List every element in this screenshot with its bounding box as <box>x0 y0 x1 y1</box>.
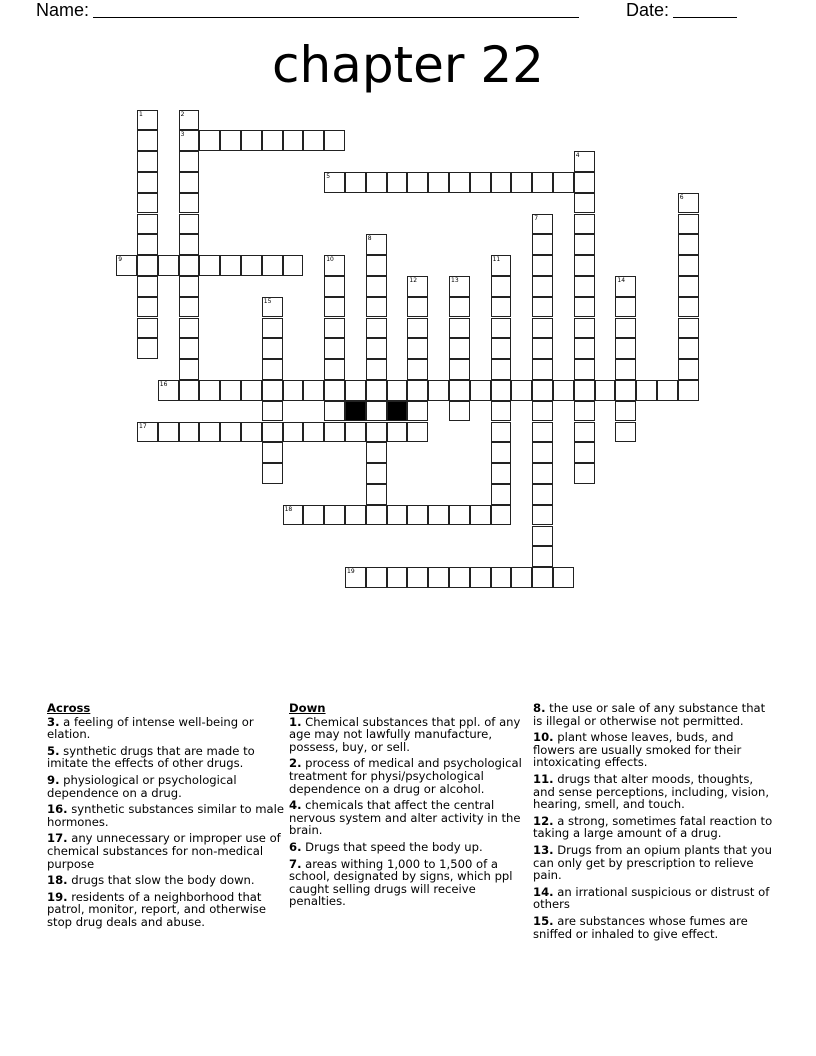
crossword-cell[interactable] <box>324 380 345 401</box>
crossword-cell[interactable] <box>532 463 553 484</box>
crossword-cell[interactable] <box>678 255 699 276</box>
crossword-cell[interactable] <box>532 255 553 276</box>
crossword-cell[interactable] <box>678 214 699 235</box>
crossword-cell[interactable] <box>345 505 366 526</box>
crossword-cell[interactable] <box>158 380 179 401</box>
clue-across-item <box>47 832 292 870</box>
down-heading: Down <box>289 701 326 715</box>
crossword-cell[interactable] <box>387 380 408 401</box>
crossword-cell[interactable] <box>303 422 324 443</box>
crossword-cell[interactable] <box>262 380 283 401</box>
crossword-cell[interactable] <box>491 297 512 318</box>
crossword-cell[interactable] <box>491 318 512 339</box>
clue-number: 14. <box>533 884 554 899</box>
crossword-cell[interactable] <box>407 338 428 359</box>
crossword-cell[interactable] <box>428 505 449 526</box>
crossword-cell[interactable] <box>449 172 470 193</box>
crossword-cell[interactable] <box>179 193 200 214</box>
clue-down-item <box>533 886 778 911</box>
crossword-cell[interactable] <box>137 110 158 131</box>
cell-number: 9 <box>118 256 123 264</box>
crossword-cell[interactable] <box>137 338 158 359</box>
crossword-cell[interactable] <box>262 359 283 380</box>
crossword-cell[interactable] <box>678 338 699 359</box>
crossword-cell[interactable] <box>137 422 158 443</box>
clue-number: 3. <box>47 714 60 729</box>
crossword-cell[interactable] <box>407 276 428 297</box>
crossword-cell[interactable] <box>574 401 595 422</box>
crossword-cell[interactable] <box>574 318 595 339</box>
crossword-cell[interactable] <box>615 359 636 380</box>
crossword-cell[interactable] <box>615 380 636 401</box>
crossword-cell[interactable] <box>241 380 262 401</box>
clue-number: 17. <box>47 831 68 846</box>
crossword-cell[interactable] <box>179 255 200 276</box>
cell-number: 15 <box>263 297 272 305</box>
clue-number: 16. <box>47 802 68 817</box>
crossword-cell[interactable] <box>574 338 595 359</box>
crossword-cell[interactable] <box>532 172 553 193</box>
crossword-cell[interactable] <box>366 505 387 526</box>
crossword-cell[interactable] <box>407 297 428 318</box>
crossword-cell[interactable] <box>574 463 595 484</box>
crossword-cell[interactable] <box>262 318 283 339</box>
crossword-cell[interactable] <box>179 422 200 443</box>
crossword-cell[interactable] <box>574 442 595 463</box>
crossword-cell[interactable] <box>532 401 553 422</box>
crossword-cell[interactable] <box>387 172 408 193</box>
crossword-cell[interactable] <box>574 359 595 380</box>
crossword-cell[interactable] <box>532 234 553 255</box>
crossword-cell[interactable] <box>574 172 595 193</box>
crossword-cell[interactable] <box>179 297 200 318</box>
clue-number: 8. <box>533 701 546 715</box>
crossword-cell[interactable] <box>366 297 387 318</box>
crossword-cell[interactable] <box>262 297 283 318</box>
clue-text: any unnecessary or improper use of chemical substances for non-medical purpose <box>47 831 281 871</box>
crossword-cell[interactable] <box>137 214 158 235</box>
crossword-cell[interactable] <box>574 193 595 214</box>
crossword-cell[interactable] <box>345 422 366 443</box>
crossword-cell[interactable] <box>241 422 262 443</box>
crossword-cell[interactable] <box>179 318 200 339</box>
crossword-cell[interactable] <box>491 484 512 505</box>
clue-across-item <box>47 745 292 770</box>
crossword-cell[interactable] <box>678 318 699 339</box>
clue-down-item <box>533 915 778 940</box>
crossword-cell[interactable] <box>449 380 470 401</box>
clue-text: a strong, sometimes fatal reaction to taking a large amount of a drug. <box>533 813 773 841</box>
cell-number: 12 <box>409 276 418 284</box>
crossword-cell[interactable] <box>449 276 470 297</box>
cell-number: 4 <box>575 152 580 160</box>
crossword-cell[interactable] <box>449 318 470 339</box>
cell-number: 6 <box>679 193 684 201</box>
crossword-cell[interactable] <box>262 255 283 276</box>
crossword-cell[interactable] <box>511 380 532 401</box>
crossword-cell[interactable] <box>491 338 512 359</box>
crossword-cell[interactable] <box>407 318 428 339</box>
crossword-cell[interactable] <box>324 255 345 276</box>
crossword-cell[interactable] <box>428 567 449 588</box>
crossword-cell[interactable] <box>199 130 220 151</box>
crossword-cell[interactable] <box>449 338 470 359</box>
crossword-cell[interactable] <box>220 380 241 401</box>
name-label: Name: <box>36 0 90 20</box>
clue-down-item <box>533 702 778 727</box>
crossword-cell[interactable] <box>574 234 595 255</box>
clue-text: an irrational suspicious or distrust of others <box>533 884 770 912</box>
crossword-cell[interactable] <box>470 380 491 401</box>
crossword-cell[interactable] <box>532 318 553 339</box>
crossword-cell[interactable] <box>179 276 200 297</box>
clue-number: 11. <box>533 771 554 786</box>
crossword-cell[interactable] <box>387 567 408 588</box>
crossword-cell[interactable] <box>636 380 657 401</box>
black-cell <box>387 401 408 422</box>
crossword-cell[interactable] <box>199 255 220 276</box>
crossword-cell[interactable] <box>491 422 512 443</box>
clue-number: 6. <box>289 839 302 854</box>
clue-text: drugs that alter moods, thoughts, and sense perceptions, including, vision, hearing, smell, and touch. <box>533 771 770 812</box>
crossword-cell[interactable] <box>345 172 366 193</box>
crossword-cell[interactable] <box>137 318 158 339</box>
crossword-cell[interactable] <box>678 193 699 214</box>
crossword-cell[interactable] <box>179 234 200 255</box>
crossword-cell[interactable] <box>553 567 574 588</box>
across-clues <box>47 702 292 933</box>
crossword-cell[interactable] <box>574 422 595 443</box>
crossword-cell[interactable] <box>407 422 428 443</box>
clue-text: areas withing 1,000 to 1,500 of a school, designated by signs, which ppl caught selling drugs will receive penalties. <box>289 856 513 909</box>
clue-down-item <box>289 799 534 837</box>
crossword-cell[interactable] <box>449 359 470 380</box>
crossword-cell[interactable] <box>262 130 283 151</box>
crossword-cell[interactable] <box>137 276 158 297</box>
crossword-cell[interactable] <box>324 359 345 380</box>
clue-text: drugs that slow the body down. <box>71 873 255 888</box>
crossword-cell[interactable] <box>574 380 595 401</box>
crossword-cell[interactable] <box>491 505 512 526</box>
crossword-cell[interactable] <box>491 255 512 276</box>
clue-number: 10. <box>533 730 554 745</box>
crossword-cell[interactable] <box>532 359 553 380</box>
cell-number: 7 <box>534 214 539 222</box>
crossword-cell[interactable] <box>491 463 512 484</box>
crossword-cell[interactable] <box>283 130 304 151</box>
cell-number: 14 <box>617 276 626 284</box>
crossword-cell[interactable] <box>283 380 304 401</box>
crossword-cell[interactable] <box>657 380 678 401</box>
clue-down-item <box>533 844 778 882</box>
crossword-cell[interactable] <box>449 401 470 422</box>
crossword-cell[interactable] <box>137 151 158 172</box>
cell-number: 1 <box>139 110 143 118</box>
crossword-cell[interactable] <box>407 359 428 380</box>
clue-down-item <box>289 841 534 854</box>
clue-number: 1. <box>289 714 302 729</box>
crossword-cell[interactable] <box>449 567 470 588</box>
crossword-cell[interactable] <box>678 359 699 380</box>
crossword-cell[interactable] <box>366 318 387 339</box>
crossword-cell[interactable] <box>615 338 636 359</box>
crossword-cell[interactable] <box>407 172 428 193</box>
crossword-cell[interactable] <box>615 297 636 318</box>
crossword-cell[interactable] <box>532 505 553 526</box>
cell-number: 17 <box>139 422 147 430</box>
crossword-cell[interactable] <box>574 214 595 235</box>
crossword-cell[interactable] <box>324 130 345 151</box>
clue-down-item <box>289 716 534 754</box>
crossword-cell[interactable] <box>262 463 283 484</box>
crossword-cell[interactable] <box>407 380 428 401</box>
crossword-cell[interactable] <box>283 255 304 276</box>
cell-number: 19 <box>347 568 355 576</box>
clue-text: are substances whose fumes are sniffed or inhaled to give effect. <box>533 913 748 941</box>
cell-number: 11 <box>492 256 501 264</box>
clue-across-item <box>47 803 292 828</box>
crossword-cell[interactable] <box>262 401 283 422</box>
date-label: Date: <box>626 0 670 20</box>
cell-number: 10 <box>326 256 334 264</box>
crossword-cell[interactable] <box>366 567 387 588</box>
crossword-cell[interactable] <box>179 380 200 401</box>
clue-number: 4. <box>289 798 302 813</box>
crossword-cell[interactable] <box>324 297 345 318</box>
crossword-cell[interactable] <box>553 172 574 193</box>
crossword-cell[interactable] <box>511 567 532 588</box>
crossword-cell[interactable] <box>678 297 699 318</box>
cell-number: 13 <box>451 276 459 284</box>
crossword-cell[interactable] <box>324 401 345 422</box>
crossword-cell[interactable] <box>324 422 345 443</box>
crossword-cell[interactable] <box>366 463 387 484</box>
crossword-cell[interactable] <box>387 505 408 526</box>
crossword-cell[interactable] <box>532 422 553 443</box>
crossword-cell[interactable] <box>366 442 387 463</box>
crossword-cell[interactable] <box>449 297 470 318</box>
clue-across-item <box>47 774 292 799</box>
crossword-cell[interactable] <box>137 193 158 214</box>
clue-number: 19. <box>47 889 68 904</box>
crossword-cell[interactable] <box>324 318 345 339</box>
crossword-cell[interactable] <box>532 484 553 505</box>
crossword-cell[interactable] <box>553 380 574 401</box>
clue-down-item <box>289 757 534 795</box>
crossword-cell[interactable] <box>220 130 241 151</box>
crossword-cell[interactable] <box>179 110 200 131</box>
crossword-cell[interactable] <box>387 422 408 443</box>
crossword-cell[interactable] <box>491 276 512 297</box>
crossword-cell[interactable] <box>532 214 553 235</box>
crossword-cell[interactable] <box>491 359 512 380</box>
crossword-cell[interactable] <box>532 442 553 463</box>
cell-number: 8 <box>367 235 372 243</box>
crossword-cell[interactable] <box>158 422 179 443</box>
crossword-cell[interactable] <box>220 422 241 443</box>
clue-text: chemicals that affect the central nervous system and alter activity in the brain. <box>289 798 521 838</box>
clue-number: 13. <box>533 842 554 857</box>
crossword-cell[interactable] <box>532 276 553 297</box>
across-heading: Across <box>47 701 91 715</box>
clue-across-item <box>47 874 292 887</box>
crossword-cell[interactable] <box>470 172 491 193</box>
crossword-cell[interactable] <box>262 422 283 443</box>
crossword-cell[interactable] <box>179 172 200 193</box>
crossword-cell[interactable] <box>262 442 283 463</box>
clue-number: 12. <box>533 813 554 828</box>
crossword-cell[interactable] <box>241 255 262 276</box>
crossword-cell[interactable] <box>574 276 595 297</box>
crossword-cell[interactable] <box>324 276 345 297</box>
crossword-cell[interactable] <box>179 151 200 172</box>
crossword-cell[interactable] <box>366 359 387 380</box>
down-clues-column-2 <box>533 702 778 944</box>
crossword-cell[interactable] <box>615 318 636 339</box>
crossword-cell[interactable] <box>532 297 553 318</box>
crossword-cell[interactable] <box>241 130 262 151</box>
crossword-cell[interactable] <box>470 505 491 526</box>
down-clues-column-1 <box>289 702 534 912</box>
crossword-cell[interactable] <box>137 234 158 255</box>
clue-text: plant whose leaves, buds, and flowers are usually smoked for their intoxicating effects. <box>533 730 742 770</box>
crossword-cell[interactable] <box>470 567 491 588</box>
crossword-cell[interactable] <box>137 172 158 193</box>
crossword-cell[interactable] <box>366 338 387 359</box>
crossword-cell[interactable] <box>366 172 387 193</box>
crossword-cell[interactable] <box>366 401 387 422</box>
crossword-cell[interactable] <box>574 297 595 318</box>
crossword-cell[interactable] <box>366 276 387 297</box>
cell-number: 3 <box>180 131 185 139</box>
crossword-cell[interactable] <box>678 234 699 255</box>
clue-number: 2. <box>289 756 302 771</box>
page-title: chapter 22 <box>272 36 544 94</box>
crossword-cell[interactable] <box>366 380 387 401</box>
crossword-cell[interactable] <box>366 234 387 255</box>
crossword-cell[interactable] <box>532 567 553 588</box>
crossword-cell[interactable] <box>407 505 428 526</box>
crossword-cell[interactable] <box>303 505 324 526</box>
crossword-cell[interactable] <box>407 567 428 588</box>
clue-number: 5. <box>47 743 60 758</box>
crossword-cell[interactable] <box>303 130 324 151</box>
clue-text: residents of a neighborhood that patrol, monitor, report, and otherwise stop drug deals and abuse. <box>47 889 266 929</box>
crossword-cell[interactable] <box>179 359 200 380</box>
crossword-cell[interactable] <box>491 442 512 463</box>
crossword-cell[interactable] <box>615 422 636 443</box>
crossword-cell[interactable] <box>283 422 304 443</box>
clue-number: 18. <box>47 873 68 888</box>
crossword-cell[interactable] <box>511 172 532 193</box>
crossword-cell[interactable] <box>615 276 636 297</box>
crossword-cell[interactable] <box>532 546 553 567</box>
cell-number: 16 <box>159 380 168 388</box>
crossword-cell[interactable] <box>179 214 200 235</box>
cell-number: 18 <box>284 505 293 513</box>
crossword-cell[interactable] <box>303 380 324 401</box>
crossword-cell[interactable] <box>262 338 283 359</box>
crossword-cell[interactable] <box>283 505 304 526</box>
clue-number: 9. <box>47 772 60 787</box>
clue-text: Chemical substances that ppl. of any age may not lawfully manufacture, possess, buy, or sell. <box>289 714 521 754</box>
clue-down-item <box>533 773 778 811</box>
crossword-cell[interactable] <box>532 380 553 401</box>
crossword-cell[interactable] <box>491 172 512 193</box>
crossword-cell[interactable] <box>407 401 428 422</box>
crossword-cell[interactable] <box>137 297 158 318</box>
clue-text: synthetic drugs that are made to imitate the effects of other drugs. <box>47 743 255 771</box>
clue-across-item <box>47 891 292 929</box>
crossword-cell[interactable] <box>366 422 387 443</box>
crossword-cell[interactable] <box>324 338 345 359</box>
crossword-cell[interactable] <box>678 276 699 297</box>
clue-text: Drugs from an opium plants that you can only get by prescription to relieve pain. <box>533 842 773 883</box>
crossword-cell[interactable] <box>491 567 512 588</box>
crossword-cell[interactable] <box>324 505 345 526</box>
clue-down-item <box>289 858 534 908</box>
crossword-cell[interactable] <box>532 338 553 359</box>
clue-number: 15. <box>533 913 554 928</box>
crossword-cell[interactable] <box>615 401 636 422</box>
crossword-cell[interactable] <box>137 255 158 276</box>
crossword-cell[interactable] <box>324 172 345 193</box>
crossword-cell[interactable] <box>574 151 595 172</box>
clue-text: physiological or psychological dependence on a drug. <box>47 772 237 800</box>
clue-text: synthetic substances similar to male hormones. <box>47 802 284 829</box>
crossword-cell[interactable] <box>366 484 387 505</box>
clue-text: the use or sale of any substance that is illegal or otherwise not permitted. <box>533 701 766 728</box>
crossword-cell[interactable] <box>179 338 200 359</box>
crossword-cell[interactable] <box>345 567 366 588</box>
clue-text: Drugs that speed the body up. <box>305 839 483 854</box>
crossword-cell[interactable] <box>491 401 512 422</box>
crossword-cell[interactable] <box>220 255 241 276</box>
clue-text: process of medical and psychological treatment for physi/psychological dependence on a drug or alcohol. <box>289 756 522 796</box>
crossword-cell[interactable] <box>491 380 512 401</box>
crossword-cell[interactable] <box>449 505 470 526</box>
clue-down-item <box>533 731 778 769</box>
crossword-cell[interactable] <box>179 130 200 151</box>
crossword-cell[interactable] <box>199 380 220 401</box>
clue-number: 7. <box>289 856 302 871</box>
crossword-cell[interactable] <box>199 422 220 443</box>
crossword-cell[interactable] <box>595 380 616 401</box>
clue-across-item <box>47 716 292 741</box>
crossword-cell[interactable] <box>574 255 595 276</box>
crossword-cell[interactable] <box>366 255 387 276</box>
crossword-cell[interactable] <box>116 255 137 276</box>
crossword-cell[interactable] <box>158 255 179 276</box>
black-cell <box>345 401 366 422</box>
clue-down-item <box>533 815 778 840</box>
crossword-cell[interactable] <box>345 380 366 401</box>
clue-text: a feeling of intense well-being or elation. <box>47 714 254 742</box>
crossword-cell[interactable] <box>428 380 449 401</box>
crossword-cell[interactable] <box>137 130 158 151</box>
cell-number: 5 <box>326 172 331 180</box>
crossword-cell[interactable] <box>678 380 699 401</box>
cell-number: 2 <box>180 110 185 118</box>
crossword-cell[interactable] <box>532 526 553 547</box>
crossword-cell[interactable] <box>428 172 449 193</box>
